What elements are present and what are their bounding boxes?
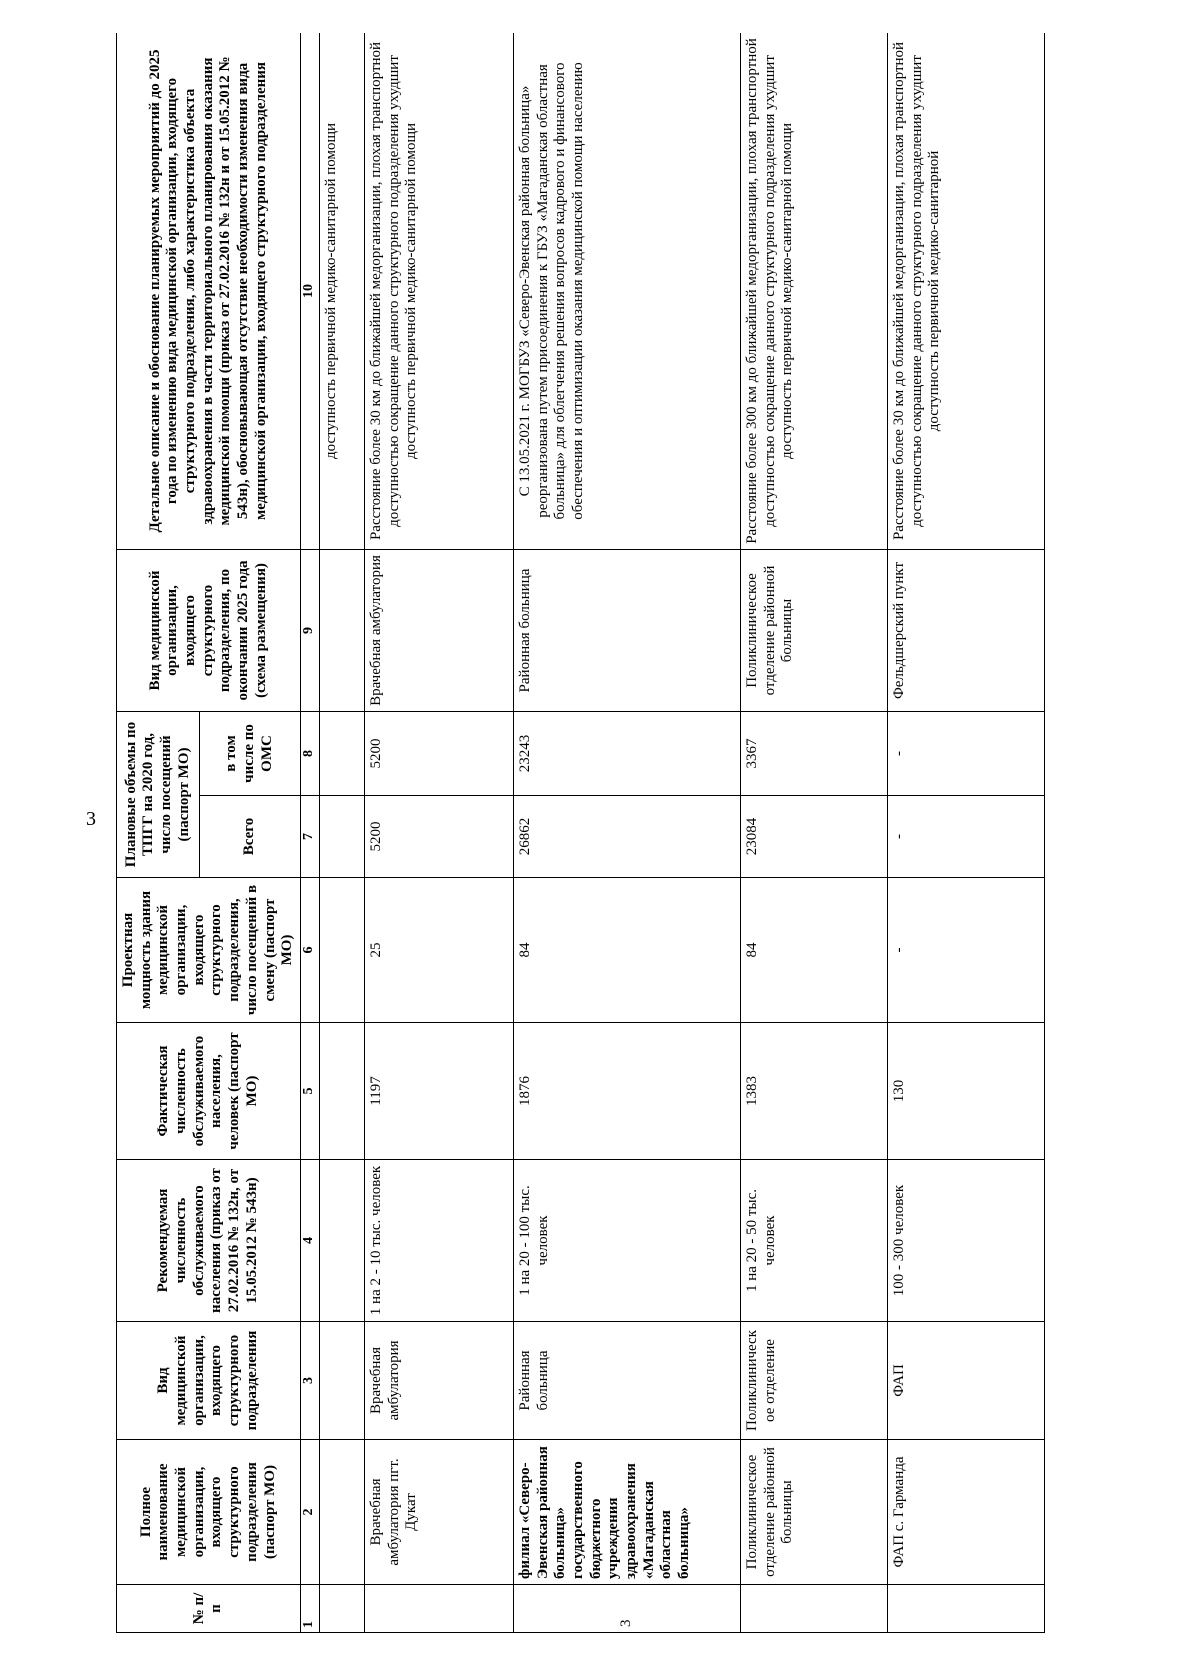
table-cell xyxy=(319,1585,364,1633)
row-number xyxy=(887,1585,1044,1633)
facility-name: Врачебная амбулатория пгт. Дукат xyxy=(364,1440,513,1585)
planned-total: 23084 xyxy=(740,796,887,878)
table-row xyxy=(513,33,740,1633)
planned-total: - xyxy=(887,796,1044,878)
column-number: 4 xyxy=(300,1160,319,1322)
column-number: 1 xyxy=(300,1585,319,1633)
column-number: 10 xyxy=(300,33,319,549)
continuation-text: доступность первичной медико-санитарной помощи xyxy=(319,33,364,549)
table-cell xyxy=(319,711,364,795)
actual-population: 1383 xyxy=(740,1023,887,1160)
header-row xyxy=(117,33,200,1633)
table-cell xyxy=(319,1023,364,1160)
design-capacity: 84 xyxy=(740,878,887,1023)
description: С 13.05.2021 г. МОГБУЗ «Северо-Эвенская районная больница» реорганизована путем присоединения к ГБУЗ «Магаданская областная больница» для облегчения решения вопросов кадрового и финансового обеспечения и оптимизации оказания медицинской помощи населению xyxy=(513,33,740,549)
column-numbers-row xyxy=(300,33,319,1633)
description: Расстояние более 30 км до ближайшей медорганизации, плохая транспортной доступностью сокращение данного структурного подразделения ухудшит доступность первичной медико-санитарной xyxy=(887,33,1044,549)
column-number: 7 xyxy=(300,796,319,878)
table-row xyxy=(364,33,513,1633)
header-recommended: Рекомендуемая численность обслуживаемого населения (приказ от 27.02.2016 № 132н, от 15.05.2012 № 543н) xyxy=(117,1160,301,1322)
design-capacity: - xyxy=(887,878,1044,1023)
table-cell xyxy=(319,549,364,711)
type-2025: Поликлиническое отделение районной больницы xyxy=(740,549,887,711)
document-page xyxy=(116,33,1064,1633)
header-type-2025: Вид медицинской организации, входящего структурного подразделения, по окончании 2025 года (схема размещения) xyxy=(117,549,301,711)
table-row xyxy=(740,33,887,1633)
facility-type: ФАП xyxy=(887,1322,1044,1440)
rotated-table-wrapper xyxy=(116,33,1064,1633)
facility-name: ФАП с. Гарманда xyxy=(887,1440,1044,1585)
row-number: 3 xyxy=(513,1585,740,1633)
header-planned-volumes: Плановые объемы по ТПГГ на 2020 год, число посещений (паспорт МО) xyxy=(117,711,200,877)
facility-type: Поликлиническ ое отделение xyxy=(740,1322,887,1440)
table-cell xyxy=(319,796,364,878)
header-capacity: Проектная мощность здания медицинской организации, входящего структурного подразделения, число посещений в смену (паспорт МО) xyxy=(117,878,301,1023)
column-number: 3 xyxy=(300,1322,319,1440)
facility-name: Поликлиническое отделение районной больницы xyxy=(740,1440,887,1585)
facility-type: Районная больница xyxy=(513,1322,740,1440)
table-cell xyxy=(319,1160,364,1322)
type-2025: Врачебная амбулатория xyxy=(364,549,513,711)
column-number: 2 xyxy=(300,1440,319,1585)
header-total: Всего xyxy=(199,796,300,878)
description: Расстояние более 300 км до ближайшей медорганизации, плохая транспортной доступностью сокращение данного структурного подразделения ухудшит доступность первичной медико-санитарной помощи xyxy=(740,33,887,549)
column-number: 5 xyxy=(300,1023,319,1160)
actual-population: 130 xyxy=(887,1023,1044,1160)
type-2025: Фельдшерский пункт xyxy=(887,549,1044,711)
actual-population: 1876 xyxy=(513,1023,740,1160)
row-number xyxy=(364,1585,513,1633)
header-type: Вид медицинской организации, входящего структурного подразделения xyxy=(117,1322,301,1440)
table-cell xyxy=(319,878,364,1023)
facility-name: филиал «Северо-Эвенская районная больница» государственного бюджетного учреждения здравоохранения «Магаданская областная больница» xyxy=(513,1440,740,1585)
table-cell xyxy=(319,1440,364,1585)
design-capacity: 84 xyxy=(513,878,740,1023)
table-cell xyxy=(319,1322,364,1440)
column-number: 8 xyxy=(300,711,319,795)
planned-oms: 3367 xyxy=(740,711,887,795)
header-description: Детальное описание и обоснование планируемых мероприятий до 2025 года по изменению вида медицинской организации, входящего структурного подразделения, либо характеристика объекта здравоохранения в части территориального планирования оказания медицинской помощи (приказ от 27.02.2016 № 132н и от 15.05.2012 № 543н), обосновывающая отсутствие необходимости изменения вида медицинской организации, входящего структурного подразделения xyxy=(117,33,301,549)
recommended-population: 100 - 300 человек xyxy=(887,1160,1044,1322)
planned-oms: - xyxy=(887,711,1044,795)
planned-oms: 5200 xyxy=(364,711,513,795)
header-oms: в том числе по ОМС xyxy=(199,711,300,795)
recommended-population: 1 на 2 - 10 тыс. человек xyxy=(364,1160,513,1322)
continuation-row xyxy=(319,33,364,1633)
planned-total: 5200 xyxy=(364,796,513,878)
header-full-name: Полное наименование медицинской организации, входящего структурного подразделения (паспорт МО) xyxy=(117,1440,301,1585)
planned-oms: 23243 xyxy=(513,711,740,795)
recommended-population: 1 на 20 - 100 тыс. человек xyxy=(513,1160,740,1322)
facilities-table xyxy=(116,33,1045,1633)
table-row xyxy=(887,33,1044,1633)
column-number: 9 xyxy=(300,549,319,711)
page-number: 3 xyxy=(86,808,96,830)
header-num: № п/п xyxy=(117,1585,301,1633)
recommended-population: 1 на 20 - 50 тыс. человек xyxy=(740,1160,887,1322)
actual-population: 1197 xyxy=(364,1023,513,1160)
type-2025: Районная больница xyxy=(513,549,740,711)
planned-total: 26862 xyxy=(513,796,740,878)
row-number xyxy=(740,1585,887,1633)
column-number: 6 xyxy=(300,878,319,1023)
design-capacity: 25 xyxy=(364,878,513,1023)
facility-type: Врачебная амбулатория xyxy=(364,1322,513,1440)
description: Расстояние более 30 км до ближайшей медорганизации, плохая транспортной доступностью сокращение данного структурного подразделения ухудшит доступность первичной медико-санитарной помощи xyxy=(364,33,513,549)
header-actual: Фактическая численность обслуживаемого населения, человек (паспорт МО) xyxy=(117,1023,301,1160)
